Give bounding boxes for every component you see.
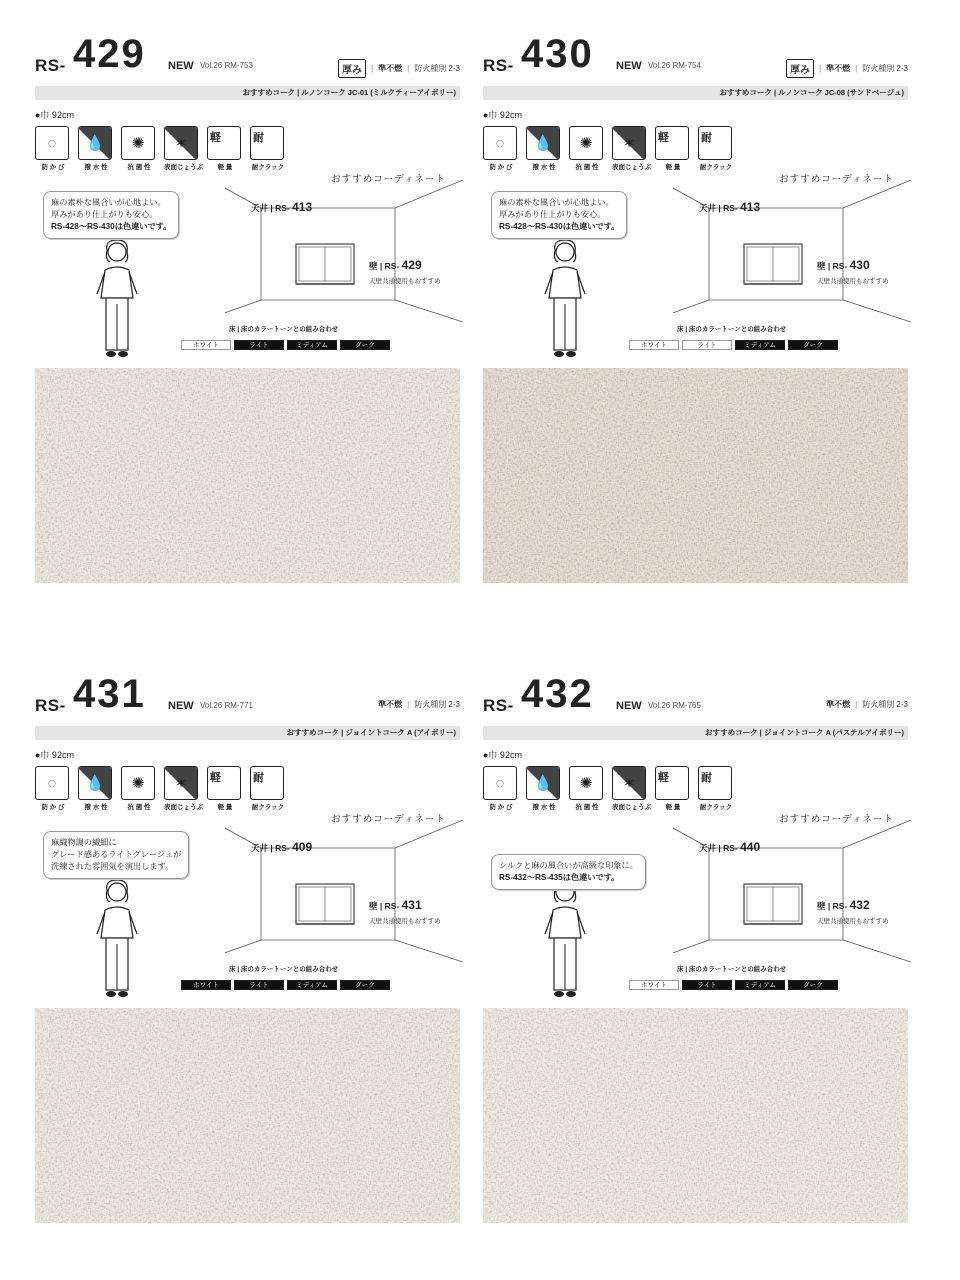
coordinate-heading: おすすめコーディネート	[779, 174, 894, 185]
lightweight-icon: 軽	[207, 126, 241, 160]
volume-code: Vol.26 RM-765	[648, 701, 701, 710]
feature-item	[483, 766, 519, 811]
product-number: 429	[73, 32, 146, 76]
floor-tone-chip: ホワイト	[629, 980, 679, 990]
feature-icons	[483, 766, 734, 811]
wallpaper-swatch	[483, 1008, 908, 1223]
bubble-line: 麻の素朴な風合いが心地よい。	[51, 198, 166, 207]
feature-icons	[483, 126, 734, 171]
feature-label: 表面じょうぶ	[612, 804, 651, 811]
new-badge: NEW	[616, 700, 642, 712]
feature-item	[526, 766, 562, 811]
speech-bubble	[491, 191, 627, 239]
fire-class: 防火種別 2-3	[414, 64, 460, 73]
wall-recommendation	[817, 898, 870, 912]
ceiling-recommendation	[699, 200, 760, 214]
feature-item	[483, 126, 519, 171]
divider: |	[855, 700, 858, 709]
fire-class: 防火種別 2-3	[862, 700, 908, 709]
bubble-line: 厚みがあり仕上がりも安心。	[51, 210, 158, 219]
feature-icons	[35, 766, 286, 811]
feature-item	[526, 126, 562, 171]
ceiling-label: 天井 | RS-	[251, 203, 290, 213]
recommended-caulk: おすすめコーク | ジョイントコーク A (アイボリー)	[35, 726, 460, 740]
mold-resistant-icon: ◌	[483, 766, 517, 800]
floor-tone-chip: ホワイト	[629, 340, 679, 350]
floor-tone-chip: ホワイト	[181, 980, 231, 990]
product-prefix: RS-	[483, 56, 514, 75]
feature-item	[250, 766, 286, 811]
person-illustration	[541, 876, 589, 1006]
floor-tone-chip: ミディアム	[287, 340, 337, 350]
floor-tone-chip: ライト	[234, 980, 284, 990]
divider: |	[855, 64, 858, 73]
feature-item	[78, 766, 114, 811]
feature-item	[207, 126, 243, 171]
feature-item	[569, 766, 605, 811]
water-repellent-icon: 💧	[526, 766, 560, 800]
feature-item	[121, 126, 157, 171]
fire-rating: 準不燃	[378, 64, 403, 73]
floor-label: 床 | 床のカラートーンとの組み合わせ	[677, 966, 787, 973]
feature-item	[164, 766, 203, 811]
floor-tone-chip: ホワイト	[181, 340, 231, 350]
floor-tones	[181, 980, 390, 990]
recommended-caulk: おすすめコーク | ルノンコーク JC-08 (サンドベージュ)	[483, 86, 908, 100]
floor-tone-chip: ライト	[682, 980, 732, 990]
fire-rating: 準不燃	[826, 64, 851, 73]
spec-line	[786, 59, 908, 78]
product-panel	[483, 668, 908, 1268]
ceiling-label: 天井 | RS-	[699, 203, 738, 213]
feature-label: 軽 量	[665, 804, 681, 811]
ceiling-label: 天井 | RS-	[251, 843, 290, 853]
wall-recommendation	[817, 258, 870, 272]
antibacterial-icon: ✺	[569, 766, 603, 800]
feature-item	[612, 766, 651, 811]
floor-tone-chip: ダーク	[788, 980, 838, 990]
floor-label: 床 | 床のカラートーンとの組み合わせ	[229, 326, 339, 333]
bubble-line: 麻の素朴な風合いが心地よい。	[499, 198, 614, 207]
water-repellent-icon: 💧	[78, 126, 112, 160]
durable-surface-icon: ✶	[612, 126, 646, 160]
wallpaper-swatch	[35, 368, 460, 583]
spec-line	[338, 59, 460, 78]
antibacterial-icon: ✺	[569, 126, 603, 160]
wallpaper-swatch	[483, 368, 908, 583]
product-panel	[35, 668, 460, 1268]
product-prefix: RS-	[35, 696, 66, 715]
bubble-line: RS-432～RS-435は色違いです。	[499, 873, 620, 882]
product-header	[483, 668, 908, 724]
feature-item	[655, 766, 691, 811]
speech-bubble	[43, 831, 189, 879]
durable-surface-icon: ✶	[164, 126, 198, 160]
speech-bubble	[491, 854, 646, 890]
feature-label: 撥 水 性	[84, 804, 108, 811]
feature-label: 軽 量	[665, 164, 681, 171]
roll-width: ●巾 92cm	[483, 750, 522, 760]
feature-item	[698, 126, 734, 171]
floor-tones	[629, 980, 838, 990]
wall-number: 429	[401, 258, 422, 272]
fire-rating: 準不燃	[826, 700, 851, 709]
floor-tone-chip: ミディアム	[735, 980, 785, 990]
product-panel	[483, 28, 908, 628]
feature-item	[655, 126, 691, 171]
divider: |	[407, 64, 410, 73]
floor-tones	[629, 340, 838, 350]
product-panel	[35, 28, 460, 628]
ceiling-recommendation	[251, 200, 312, 214]
floor-tone-chip: ダーク	[788, 340, 838, 350]
coordinate-heading: おすすめコーディネート	[331, 814, 446, 825]
feature-item	[78, 126, 114, 171]
floor-label: 床 | 床のカラートーンとの組み合わせ	[229, 966, 339, 973]
floor-tone-chip: ライト	[234, 340, 284, 350]
person-illustration	[541, 236, 589, 366]
divider: |	[407, 700, 410, 709]
bubble-line: RS-428～RS-430は色違いです。	[51, 222, 172, 231]
durable-surface-icon: ✶	[164, 766, 198, 800]
feature-label: 撥 水 性	[84, 164, 108, 171]
divider: |	[819, 64, 822, 73]
wall-label: 壁 | RS-	[817, 901, 848, 911]
bubble-line: グレード感あるライトグレージュが	[51, 850, 182, 859]
antibacterial-icon: ✺	[121, 126, 155, 160]
swatch-texture	[483, 1008, 908, 1223]
feature-item	[569, 126, 605, 171]
feature-label: 表面じょうぶ	[164, 804, 203, 811]
wall-note: 天壁共通使用もおすすめ	[817, 918, 889, 925]
thickness-badge: 厚み	[786, 59, 814, 78]
feature-label: 抗 菌 性	[127, 164, 151, 171]
spec-line	[378, 699, 460, 710]
bubble-line: シルクと麻の風合いが高級な印象に。	[499, 861, 638, 870]
roll-width: ●巾 92cm	[35, 110, 74, 120]
water-repellent-icon: 💧	[78, 766, 112, 800]
wall-note: 天壁共通使用もおすすめ	[369, 278, 441, 285]
mold-resistant-icon: ◌	[483, 126, 517, 160]
product-number: 431	[73, 672, 146, 716]
ceiling-number: 440	[740, 840, 761, 854]
feature-item	[164, 126, 203, 171]
bubble-line: RS-428～RS-430は色違いです。	[499, 222, 620, 231]
feature-icons	[35, 126, 286, 171]
feature-label: 軽 量	[217, 164, 233, 171]
spec-line	[826, 699, 908, 710]
feature-label: 防 か び	[489, 164, 513, 171]
person-illustration	[93, 876, 141, 1006]
recommended-caulk: おすすめコーク | ジョイントコーク A (パステルアイボリー)	[483, 726, 908, 740]
feature-item	[35, 126, 71, 171]
feature-label: 防 か び	[489, 804, 513, 811]
new-badge: NEW	[616, 60, 642, 72]
feature-item	[207, 766, 243, 811]
water-repellent-icon: 💧	[526, 126, 560, 160]
wall-note: 天壁共通使用もおすすめ	[369, 918, 441, 925]
lightweight-icon: 軽	[207, 766, 241, 800]
floor-tone-chip: ダーク	[340, 340, 390, 350]
wall-recommendation	[369, 258, 422, 272]
feature-label: 撥 水 性	[532, 164, 556, 171]
new-badge: NEW	[168, 700, 194, 712]
wall-note: 天壁共通使用もおすすめ	[817, 278, 889, 285]
swatch-texture	[483, 368, 908, 583]
ceiling-number: 413	[292, 200, 313, 214]
floor-tone-chip: ミディアム	[735, 340, 785, 350]
feature-label: 耐クラック	[251, 164, 285, 171]
feature-label: 耐クラック	[699, 164, 733, 171]
mold-resistant-icon: ◌	[35, 766, 69, 800]
product-prefix: RS-	[35, 56, 66, 75]
floor-tones	[181, 340, 390, 350]
wall-label: 壁 | RS-	[369, 901, 400, 911]
feature-label: 耐クラック	[251, 804, 285, 811]
fire-class: 防火種別 2-3	[414, 700, 460, 709]
thickness-badge: 厚み	[338, 59, 366, 78]
feature-label: 耐クラック	[699, 804, 733, 811]
product-header	[483, 28, 908, 84]
feature-item	[698, 766, 734, 811]
feature-item	[35, 766, 71, 811]
volume-code: Vol.26 RM-771	[200, 701, 253, 710]
bubble-line: 厚みがあり仕上がりも安心。	[499, 210, 606, 219]
wall-recommendation	[369, 898, 422, 912]
feature-label: 軽 量	[217, 804, 233, 811]
crack-resistant-icon: 耐	[698, 126, 732, 160]
feature-item	[612, 126, 651, 171]
product-prefix: RS-	[483, 696, 514, 715]
lightweight-icon: 軽	[655, 126, 689, 160]
floor-label: 床 | 床のカラートーンとの組み合わせ	[677, 326, 787, 333]
bubble-line: 麻織物調の繊細に	[51, 838, 117, 847]
antibacterial-icon: ✺	[121, 766, 155, 800]
roll-width: ●巾 92cm	[35, 750, 74, 760]
mold-resistant-icon: ◌	[35, 126, 69, 160]
bubble-line: 洗練された雰囲気を演出します。	[51, 862, 174, 871]
wall-label: 壁 | RS-	[369, 261, 400, 271]
crack-resistant-icon: 耐	[698, 766, 732, 800]
crack-resistant-icon: 耐	[250, 766, 284, 800]
swatch-texture	[35, 1008, 460, 1223]
ceiling-number: 413	[740, 200, 761, 214]
new-badge: NEW	[168, 60, 194, 72]
feature-label: 抗 菌 性	[127, 804, 151, 811]
fire-rating: 準不燃	[378, 700, 403, 709]
feature-item	[250, 126, 286, 171]
feature-label: 表面じょうぶ	[612, 164, 651, 171]
wall-label: 壁 | RS-	[817, 261, 848, 271]
feature-label: 抗 菌 性	[575, 804, 599, 811]
ceiling-label: 天井 | RS-	[699, 843, 738, 853]
product-header	[35, 668, 460, 724]
swatch-texture	[35, 368, 460, 583]
wall-number: 431	[401, 898, 422, 912]
feature-label: 撥 水 性	[532, 804, 556, 811]
wall-number: 432	[849, 898, 870, 912]
coordinate-heading: おすすめコーディネート	[779, 814, 894, 825]
durable-surface-icon: ✶	[612, 766, 646, 800]
wallpaper-swatch	[35, 1008, 460, 1223]
ceiling-number: 409	[292, 840, 313, 854]
speech-bubble	[43, 191, 179, 239]
feature-label: 表面じょうぶ	[164, 164, 203, 171]
feature-label: 防 か び	[41, 164, 65, 171]
floor-tone-chip: ミディアム	[287, 980, 337, 990]
feature-label: 防 か び	[41, 804, 65, 811]
feature-item	[121, 766, 157, 811]
wall-number: 430	[849, 258, 870, 272]
ceiling-recommendation	[251, 840, 312, 854]
product-number: 430	[521, 32, 594, 76]
divider: |	[371, 64, 374, 73]
product-header	[35, 28, 460, 84]
crack-resistant-icon: 耐	[250, 126, 284, 160]
lightweight-icon: 軽	[655, 766, 689, 800]
person-illustration	[93, 236, 141, 366]
volume-code: Vol.26 RM-753	[200, 61, 253, 70]
roll-width: ●巾 92cm	[483, 110, 522, 120]
floor-tone-chip: ライト	[682, 340, 732, 350]
ceiling-recommendation	[699, 840, 760, 854]
recommended-caulk: おすすめコーク | ルノンコーク JC-01 (ミルクティーアイボリー)	[35, 86, 460, 100]
feature-label: 抗 菌 性	[575, 164, 599, 171]
product-number: 432	[521, 672, 594, 716]
floor-tone-chip: ダーク	[340, 980, 390, 990]
fire-class: 防火種別 2-3	[862, 64, 908, 73]
coordinate-heading: おすすめコーディネート	[331, 174, 446, 185]
volume-code: Vol.26 RM-754	[648, 61, 701, 70]
